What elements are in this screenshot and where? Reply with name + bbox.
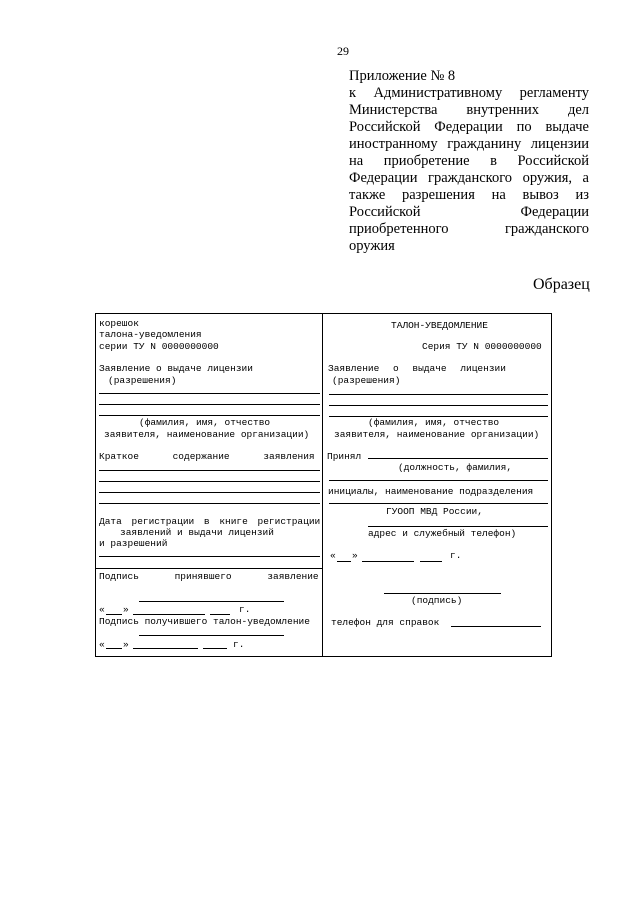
appendix-line: Российской Федерации по выдаче	[349, 119, 589, 135]
stub-summary-line[interactable]	[99, 470, 320, 471]
notice-applicant-line[interactable]	[329, 394, 548, 395]
notice-phone-field[interactable]	[451, 626, 541, 627]
appendix-header	[349, 68, 589, 255]
appendix-line: Министерства внутренних дел	[349, 102, 589, 118]
stub-received-signature-label: Подпись получившего талон-уведомление	[99, 616, 310, 627]
stub-date2-close: »	[123, 639, 129, 650]
stub-registration-label-line3: и разрешений	[99, 538, 168, 549]
stub-application-label: Заявление о выдаче лицензии	[99, 363, 253, 374]
stub-registration-line[interactable]	[99, 556, 320, 557]
notice-accepted-label: Принял	[327, 451, 362, 462]
notice-series: Серия ТУ N 0000000000	[422, 341, 542, 352]
page-number: 29	[337, 44, 349, 58]
stub-accepted-signature-label: Подпись принявшего заявление	[99, 571, 319, 582]
stub-title: корешок	[99, 318, 139, 329]
stub-fio-caption: (фамилия, имя, отчество	[139, 417, 271, 428]
stub-series: серии ТУ N 0000000000	[99, 341, 219, 352]
stub-summary-line[interactable]	[99, 503, 320, 504]
notice-phone-label: телефон для справок	[331, 617, 440, 628]
notice-fio-caption-line2: заявителя, наименование организации)	[334, 429, 540, 440]
stub-date2-open: «	[99, 639, 105, 650]
notice-position-caption: (должность, фамилия,	[398, 462, 513, 473]
notice-year-field[interactable]	[420, 561, 442, 562]
notice-address-caption: адрес и служебный телефон)	[368, 528, 517, 539]
stub-registration-label: Дата регистрации в книге регистрации	[99, 516, 321, 527]
notice-year-suffix: г.	[450, 550, 462, 561]
stub-year2-field[interactable]	[203, 648, 227, 649]
stub-accepted-signature-line[interactable]	[139, 601, 284, 602]
notice-department: ГУООП МВД России,	[386, 506, 483, 517]
stub-summary-line[interactable]	[99, 481, 320, 482]
appendix-line: Российской Федерации	[349, 204, 589, 220]
stub-applicant-line[interactable]	[99, 404, 320, 405]
stub-fio-caption-line2: заявителя, наименование организации)	[104, 429, 310, 440]
stub-year-field[interactable]	[210, 614, 230, 615]
stub-summary-line[interactable]	[99, 492, 320, 493]
stub-date-close: »	[123, 604, 129, 615]
stub-received-signature-line[interactable]	[139, 635, 284, 636]
stub-applicant-line[interactable]	[99, 393, 320, 394]
stub-day-field[interactable]	[106, 614, 122, 615]
notice-position-caption-line2: инициалы, наименование подразделения	[328, 486, 534, 497]
notice-application-label: Заявление о выдаче лицензии	[328, 363, 506, 374]
form-cut-line	[322, 313, 323, 657]
stub-applicant-line[interactable]	[99, 415, 320, 416]
stub-title-line2: талона-уведомления	[99, 329, 202, 340]
notice-day-field[interactable]	[337, 561, 351, 562]
notice-fio-caption: (фамилия, имя, отчество	[368, 417, 500, 428]
notice-signature-caption: (подпись)	[411, 595, 463, 606]
appendix-line: также разрешения на вывоз из	[349, 187, 589, 203]
notice-application-label-line2: (разрешения)	[332, 375, 401, 386]
stub-date-open: «	[99, 604, 105, 615]
notice-date-open: «	[330, 550, 336, 561]
stub-registration-label-line2: заявлений и выдачи лицензий	[120, 527, 274, 538]
stub-year-suffix: г.	[239, 604, 251, 615]
stub-summary-label-text: Краткое содержание заявления	[99, 451, 315, 462]
notice-applicant-line[interactable]	[329, 405, 548, 406]
stub-application-label-line2: (разрешения)	[108, 375, 177, 386]
appendix-line: Федерации гражданского оружия, а	[349, 170, 589, 186]
appendix-line: иностранному гражданину лицензии	[349, 136, 589, 152]
stub-day2-field[interactable]	[106, 648, 122, 649]
stub-month2-field[interactable]	[133, 648, 198, 649]
appendix-line: к Административному регламенту	[349, 85, 589, 101]
stub-summary-label	[99, 451, 321, 462]
stub-year2-suffix: г.	[233, 639, 245, 650]
notice-month-field[interactable]	[362, 561, 414, 562]
appendix-line: приобретенного гражданского	[349, 221, 589, 237]
notice-position-line[interactable]	[329, 503, 548, 504]
notice-signature-line[interactable]	[384, 593, 501, 594]
stub-month-field[interactable]	[133, 614, 205, 615]
appendix-line: на приобретение в Российской	[349, 153, 589, 169]
notice-position-line[interactable]	[329, 480, 548, 481]
stub-separator	[95, 568, 322, 569]
appendix-line: оружия	[349, 238, 395, 254]
notice-address-line[interactable]	[368, 526, 548, 527]
notice-title: ТАЛОН-УВЕДОМЛЕНИЕ	[391, 320, 488, 331]
notice-date-close: »	[352, 550, 358, 561]
appendix-title: Приложение № 8	[349, 68, 456, 84]
notice-accepted-field[interactable]	[368, 458, 548, 459]
sample-label: Образец	[533, 276, 590, 293]
